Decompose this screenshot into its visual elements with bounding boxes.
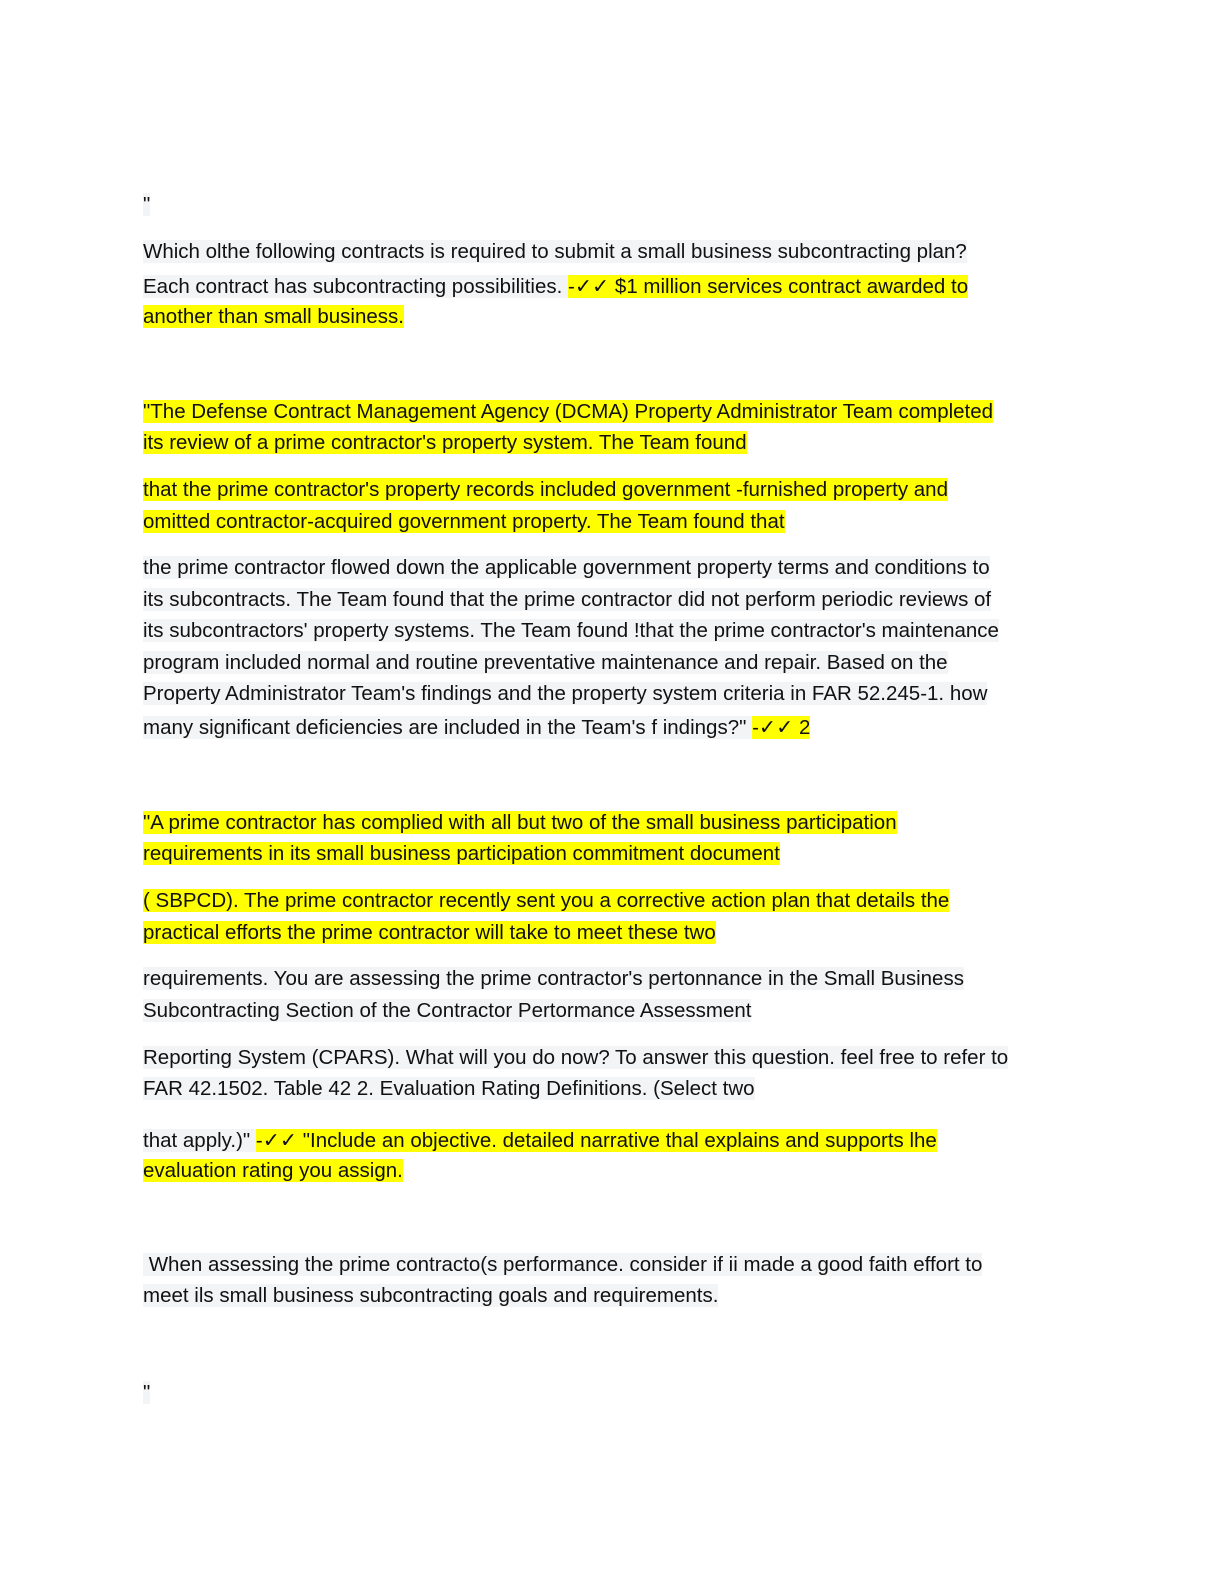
q3-line-7: Reporting System (CPARS). What will you do now? To answer this question. feel free to refer to bbox=[143, 1046, 1009, 1069]
q1-line-3: another than small business. bbox=[143, 305, 404, 328]
q1-line-2: Each contract has subcontracting possibilities. -✓✓ $1 million services contract awarded to bbox=[143, 274, 969, 298]
opening-quote: " bbox=[143, 193, 151, 216]
q1-answer-highlight: -✓✓ $1 million services contract awarded to bbox=[568, 274, 969, 298]
q3-line-5: requirements. You are assessing the prime contractor's pertonnance in the Small Business bbox=[143, 967, 964, 990]
q3-note-line-2: meet ils small business subcontracting goals and requirements. bbox=[143, 1284, 719, 1307]
q3-line-2: requirements in its small business participation commitment document bbox=[143, 842, 780, 865]
q2-line-8: program included normal and routine preventative maintenance and repair. Based on the bbox=[143, 651, 948, 674]
q3-line-8: FAR 42.1502. Table 42 2. Evaluation Rating Definitions. (Select two bbox=[143, 1077, 755, 1100]
double-check-icon: ✓✓ bbox=[262, 1128, 298, 1152]
q2-line-5: the prime contractor flowed down the applicable government property terms and conditions to bbox=[143, 556, 990, 579]
q3-line-4: practical efforts the prime contractor will take to meet these two bbox=[143, 921, 716, 944]
q2-line-7: its subcontractors' property systems. The Team found !that the prime contractor's maintenance bbox=[143, 619, 999, 642]
q3-answer-highlight: -✓✓ "Include an objective. detailed narrative thal explains and supports lhe bbox=[255, 1128, 937, 1152]
q2-line-3: that the prime contractor's property records included government -furnished property and bbox=[143, 478, 948, 501]
q2-line-6: its subcontracts. The Team found that the prime contractor did not perform periodic reviews of bbox=[143, 588, 992, 611]
double-check-icon: ✓✓ bbox=[758, 715, 794, 739]
q2-line-1: "The Defense Contract Management Agency (DCMA) Property Administrator Team completed bbox=[143, 400, 994, 423]
q2-line-4: omitted contractor-acquired government property. The Team found that bbox=[143, 510, 785, 533]
q3-line-6: Subcontracting Section of the Contractor Pertormance Assessment bbox=[143, 999, 752, 1022]
q2-answer-highlight: -✓✓ 2 bbox=[752, 715, 811, 739]
double-check-icon: ✓✓ bbox=[574, 274, 610, 298]
q3-line-1: "A prime contractor has complied with all but two of the small business participation bbox=[143, 811, 897, 834]
q1-line-1: Which olthe following contracts is required to submit a small business subcontracting plan? bbox=[143, 240, 967, 263]
q3-note-line-1: When assessing the prime contracto(s performance. consider if ii made a good faith effort to bbox=[143, 1253, 983, 1276]
q3-line-9: that apply.)" -✓✓ "Include an objective. detailed narrative thal explains and supports lhe bbox=[143, 1128, 937, 1152]
q3-line-10: evaluation rating you assign. bbox=[143, 1159, 403, 1182]
q2-line-10: many significant deficiencies are included in the Team's f indings?" -✓✓ 2 bbox=[143, 715, 811, 739]
q2-line-2: its review of a prime contractor's property system. The Team found bbox=[143, 431, 747, 454]
q2-line-9: Property Administrator Team's findings and the property system criteria in FAR 52.245-1. how bbox=[143, 682, 988, 705]
q3-line-3: ( SBPCD). The prime contractor recently sent you a corrective action plan that details the bbox=[143, 889, 950, 912]
closing-quote: " bbox=[143, 1381, 151, 1404]
